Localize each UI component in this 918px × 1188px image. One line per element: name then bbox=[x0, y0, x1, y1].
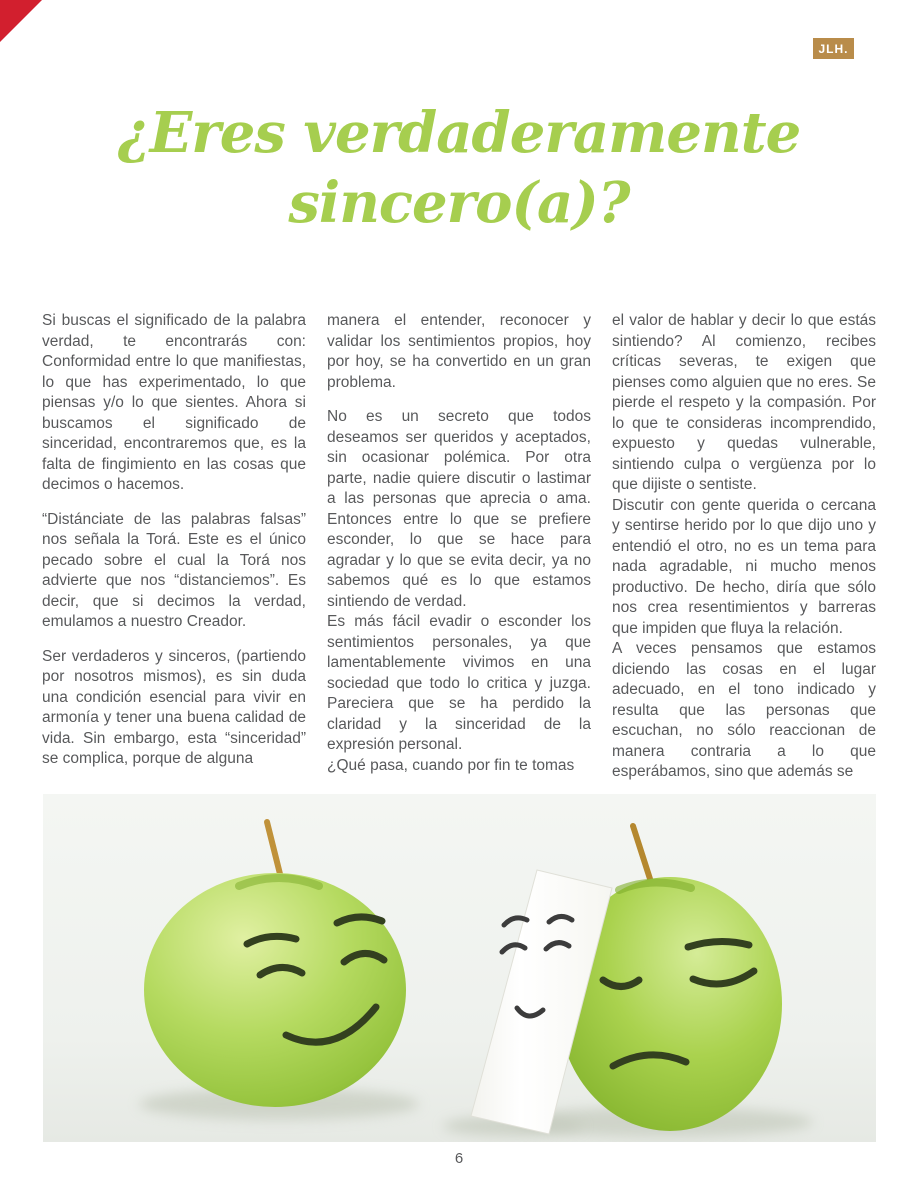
article-column-3 bbox=[612, 311, 876, 783]
paragraph: ¿Qué pasa, cuando por fin te tomas bbox=[327, 756, 575, 774]
paragraph: Discutir con gente querida o cercana y sentirse herido por lo que dijo uno y entendió el otro, no es un tema para nada agradable, ni mucho menos productivo. De hecho, diría que sólo nos crea resentimientos y barreras que impiden que fluya la relación. bbox=[612, 496, 876, 637]
paragraph: “Distánciate de las palabras falsas” nos señala la Torá. Este es el único pecado sobre el cual la Torá nos advierte que nos “distanciemos”. Es decir, que si decimos la verdad, emulamos a nuestro Creador. bbox=[42, 510, 306, 630]
apple-body bbox=[144, 873, 406, 1107]
paragraph: No es un secreto que todos deseamos ser queridos y aceptados, sin ocasionar polémica. Por otra parte, nadie quiere discutir o lastimar a las personas que aprecia o ama. Entonces entre lo que se prefiere esconder, lo que se hace para agradar y lo que se evita decir, ya no sabemos qué es lo que estamos sintiendo de verdad. bbox=[327, 408, 591, 610]
paragraph: el valor de hablar y decir lo que estás sintiendo? Al comienzo, recibes críticas severas, te exigen que pienses como alguien que no eres. Se pierde el respeto y la compasión. Por lo que te consideras incomprendido, expuesto y quedas vulnerable, sintiendo culpa o vergüenza por lo que dijiste o sentiste. bbox=[612, 312, 876, 493]
page-number: 6 bbox=[454, 1150, 464, 1167]
paragraph: A veces pensamos que estamos diciendo las cosas en el lugar adecuado, en el tono indicado y resulta que las personas que escuchan, no sólo reaccionan de manera contraria a lo que esperábamos, sino que además se bbox=[612, 640, 876, 780]
apples-photo bbox=[43, 794, 876, 1142]
article-columns bbox=[42, 311, 876, 783]
paragraph: Ser verdaderos y sinceros, (partiendo por nosotros mismos), es sin duda una condición esencial para vivir en armonía y tener una buena calidad de vida. Sin embargo, esta “sinceridad” se complica, porque de alguna bbox=[42, 647, 306, 767]
article-column-1 bbox=[42, 311, 306, 783]
page-title-line1: ¿Eres verdaderamente bbox=[117, 100, 801, 166]
jlh-logo-label: JLH. bbox=[818, 41, 849, 56]
jlh-logo bbox=[813, 38, 854, 59]
page-title-line2: sincero(a)? bbox=[288, 170, 630, 236]
paragraph: manera el entender, reconocer y validar los sentimientos propios, hoy por hoy, se ha convertido en un gran problema. bbox=[327, 312, 591, 391]
paragraph: Es más fácil evadir o esconder los sentimientos personales, ya que lamentablemente vivimos en una sociedad que todo lo critica y juzga. Pareciera que se ha perdido la claridad y la sinceridad de la expresión personal. bbox=[327, 613, 591, 753]
paragraph: Si buscas el significado de la palabra verdad, te encontrarás con: Conformidad entre lo que manifiestas, lo que has experimentado, lo que piensas y/o lo que sientes. Ahora si buscamos el significado de sinceridad, encontraremos que, es la falta de fingimiento en las cosas que decimos o hacemos. bbox=[42, 312, 306, 493]
article-column-2 bbox=[327, 311, 591, 783]
apples-photo-svg bbox=[43, 794, 876, 1142]
corner-fold-decoration bbox=[0, 0, 42, 42]
page-title bbox=[0, 98, 918, 238]
